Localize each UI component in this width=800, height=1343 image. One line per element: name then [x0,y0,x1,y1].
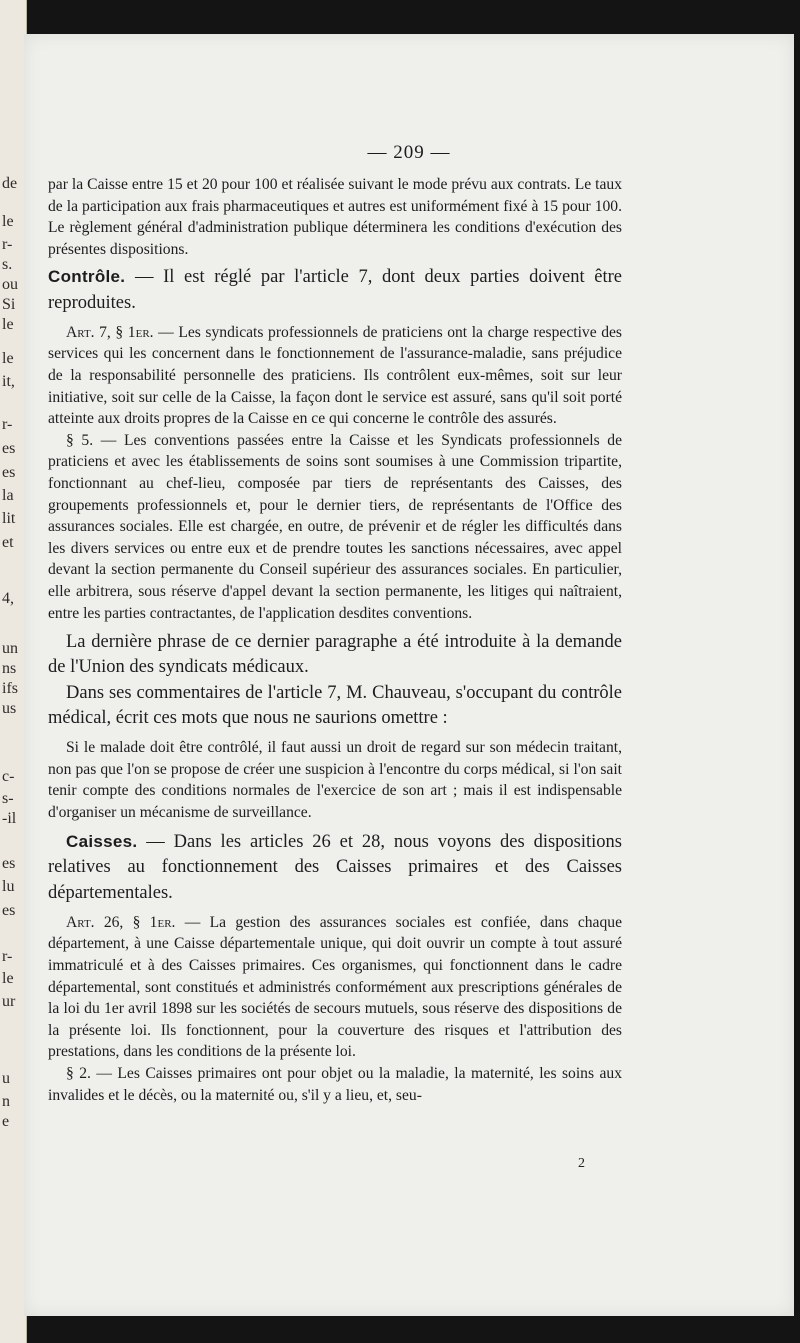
article-26-paragraph-2: § 2. — Les Caisses primaires ont pour objet ou la maladie, la maternité, les soins aux invalides et le décès, ou la maternité ou, s'il y a lieu, et, seu- [48,1065,622,1104]
page-body [48,174,622,1106]
page-number: — 209 — [367,142,451,163]
fragment: ns [2,660,17,677]
fragment: es [2,464,16,481]
section-text-caisses: — Dans les articles 26 et 28, nous voyons des dispositions relatives au fonctionnement des Caisses primaires et des Caisses départementales. [48,832,622,903]
fragment: it, [2,373,15,390]
section-text-controle: — Il est réglé par l'article 7, dont deux parties doivent être reproduites. [48,267,622,313]
fragment: lu [2,878,15,895]
article-26-paragraph-1 [48,912,622,1063]
section-heading-caisses: Caisses. [66,832,138,852]
fragment: le [2,970,14,987]
fragment: lit [2,510,16,527]
article-text: — La gestion des assurances sociales est confiée, dans chaque département, à une Caisse départementale unique, qui doit ouvrir un compte à tout assuré immatriculé et à des Caisses primaires. Ces organismes, qui fonctionnent dans le cadre départemental, sont constitués et administrés conformément aux prescriptions générales de la loi du 1er avril 1898 sur les sociétés de secours mutuels, sous réserve des dispositions de la présente loi. Ils fonctionnent, pour la couverture des risques et l'attribution des prestations, dans les conditions de la présente loi. [48,913,622,1061]
fragment: et [2,534,14,551]
article-7-paragraph-5: § 5. — Les conventions passées entre la Caisse et les Syndicats professionnels de praticiens et avec les établissements de soins sont soumises à une Commission tripartite, fonctionnant au chef-lieu, composée par tiers de représentants des Caisses, des groupements professionnels et, pour le dernier tiers, de représentants de l'Office des assurances sociales. Elle est chargée, en outre, de prévenir et de régler les difficultés dans les divers services ou entre eux et de prendre toutes les sanctions nécessaires, avec appel devant la section permanente du Conseil supérieur des assurances sociales. En particulier, elle arbitrera, sous réserve d'appel devant la section permanente, les litiges qui naîtraient, entre les parties contractantes, de l'application desdites conventions. [48,431,622,622]
fragment: le [2,213,14,230]
fragment: es [2,902,16,919]
adjacent-page-edge [0,0,27,1343]
fragment: r- [2,948,13,965]
quotation-chauveau: Si le malade doit être contrôlé, il faut aussi un droit de regard sur son médecin traitant, non pas que l'on se propose de créer une suspicion à l'encontre du corps médical, si l'on sait tenir compte des conditions normales de l'exercice de son art ; mais il est indispensable d'organiser un mécanisme de surveillance. [48,738,622,821]
fragment: us [2,700,17,717]
fragment: s- [2,790,14,807]
commentary-derniere-phrase: La dernière phrase de ce dernier paragraphe a été introduite à la demande de l'Union des syndicats médicaux. [48,632,622,678]
section-controle [48,264,622,315]
fragment: e [2,1113,10,1130]
article-text: — Les syndicats professionnels de praticiens ont la charge respective des services qui les concernent dans le fonctionnement de l'assurance-maladie, sans préjudice de la responsabilité personnelle des praticiens. Ils contrôlent eux-mêmes, soit sur leur initiative, soit sur celle de la Caisse, la façon dont le service est assuré, sans qu'il soit porté atteinte aux droits propres de la Caisse en ce qui concerne le contrôle des assurés. [48,323,622,428]
commentary-chauveau: Dans ses commentaires de l'article 7, M. Chauveau, s'occupant du contrôle médical, écrit ces mots que nous ne saurions omettre : [48,682,622,728]
fragment: s. [2,256,13,273]
article-label: Art. 7, § 1er. [66,323,154,341]
fragment: un [2,640,18,657]
fragment: la [2,487,14,504]
fragment: ur [2,993,16,1010]
fragment: le [2,316,14,333]
fragment: ou [2,276,18,293]
fragment: ifs [2,680,18,697]
article-label: Art. 26, § 1er. [66,913,176,931]
signature-mark: 2 [578,1156,585,1171]
fragment: es [2,855,16,872]
section-heading-controle: Contrôle. [48,267,126,287]
fragment: n [2,1093,10,1110]
fragment: le [2,350,14,367]
book-page [24,34,794,1316]
fragment: c- [2,768,15,785]
fragment: de [2,175,18,192]
article-7-paragraph-1 [48,322,622,430]
fragment: Si [2,296,16,313]
fragment: -il [2,810,17,827]
paragraph-continuation: par la Caisse entre 15 et 20 pour 100 et réalisée suivant le mode prévu aux contrats. Le taux de la participation aux frais pharmaceutiques et autres est uniformément fixé à 15 pour 100. Le règlement général d'administration publique déterminera les conditions d'exécution des présentes dispositions. [48,176,622,258]
fragment: u [2,1070,10,1087]
section-caisses [48,829,622,906]
fragment: r- [2,236,13,253]
fragment: r- [2,416,13,433]
fragment: 4, [2,590,14,607]
fragment: es [2,440,16,457]
